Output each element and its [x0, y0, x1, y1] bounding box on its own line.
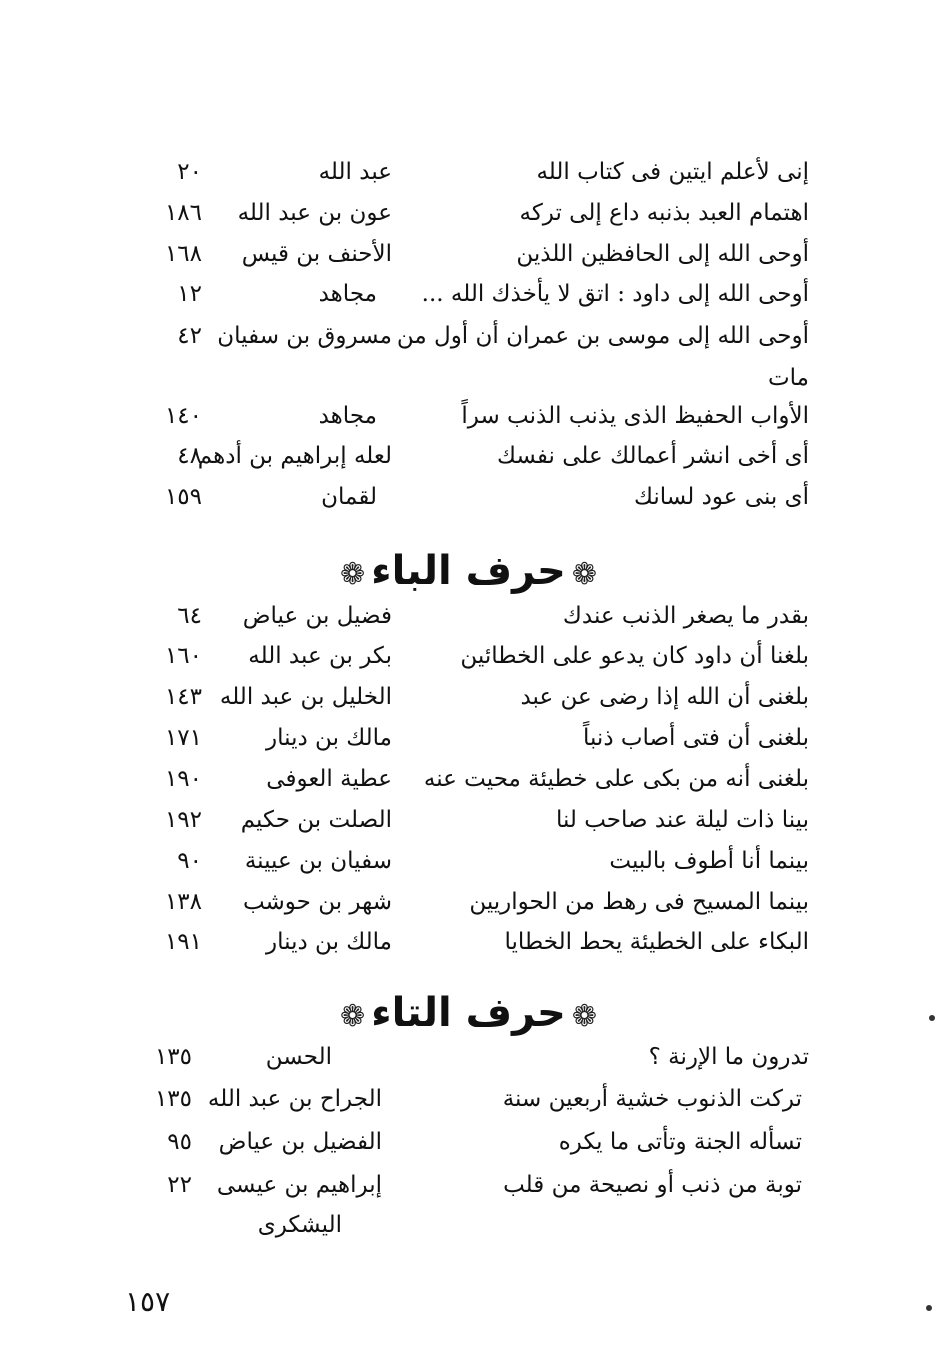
index-entry	[0, 1165, 937, 1205]
index-entry	[0, 677, 937, 717]
index-entry	[0, 841, 937, 881]
index-entry	[0, 436, 937, 476]
entry-page: ١٩١	[164, 929, 202, 955]
entry-narrator: الجراح بن عبد الله	[207, 1086, 382, 1112]
entry-narrator: شهر بن حوشب	[242, 889, 392, 915]
index-entry	[0, 718, 937, 758]
entry-page: ١٧١	[164, 725, 202, 751]
entry-phrase: تسأله الجنة وتأتى ما يكره	[558, 1129, 802, 1155]
index-entry	[0, 234, 937, 274]
page-number: ١٥٧	[125, 1285, 171, 1318]
entry-narrator: الصلت بن حكيم	[240, 807, 392, 833]
entry-page: ١٢	[177, 281, 202, 307]
entry-phrase: تركت الذنوب خشية أربعين سنة	[502, 1086, 802, 1112]
index-entry	[0, 193, 937, 233]
entry-page: ١٣٨	[164, 889, 202, 915]
entry-narrator: الخليل بن عبد الله	[219, 684, 392, 710]
entry-phrase: بلغنا أن داود كان يدعو على الخطائين	[460, 643, 809, 669]
entry-continuation: مات	[768, 365, 809, 391]
entry-phrase: الأواب الحفيظ الذى يذنب الذنب سراً	[461, 403, 809, 429]
entry-phrase: توبة من ذنب أو نصيحة من قلب	[503, 1172, 802, 1198]
entry-narrator: عطية العوفى	[266, 766, 392, 792]
entry-page: ١٩٢	[164, 807, 202, 833]
entry-narrator: مجاهد	[318, 281, 377, 307]
entry-continuation: اليشكرى	[257, 1212, 342, 1238]
entry-phrase: البكاء على الخطيئة يحط الخطايا	[504, 929, 809, 955]
heading-text: حرف التاء	[371, 990, 566, 1036]
entry-page: ٩٠	[177, 848, 202, 874]
entry-page: ٩٥	[167, 1129, 192, 1155]
entry-narrator: لقمان	[321, 484, 377, 510]
entry-narrator: عون بن عبد الله	[237, 200, 392, 226]
entry-phrase: أى أخى انشر أعمالك على نفسك	[497, 443, 809, 469]
entry-narrator: الأحنف بن قيس	[241, 241, 392, 267]
entry-phrase: بلغنى أن فتى أصاب ذنباً	[582, 725, 809, 751]
entry-narrator: لعله إبراهيم بن أدهم	[197, 443, 392, 469]
entry-page: ٢٢	[167, 1172, 192, 1198]
entry-narrator: فضيل بن عياض	[242, 603, 392, 629]
index-entry	[0, 316, 937, 356]
index-entry	[0, 477, 937, 517]
entry-page: ١٣٥	[154, 1086, 192, 1112]
entry-narrator: الحسن	[265, 1044, 332, 1070]
index-entry	[0, 1122, 937, 1162]
entry-phrase: أوحى الله إلى موسى بن عمران أن أول من	[396, 323, 809, 349]
entry-narrator: إبراهيم بن عيسى	[216, 1172, 382, 1198]
entry-page: ١٣٥	[154, 1044, 192, 1070]
section-heading-ta	[0, 990, 937, 1036]
index-entry	[0, 1037, 937, 1077]
entry-phrase: اهتمام العبد بذنبه داع إلى تركه	[519, 200, 809, 226]
entry-page: ٤٨	[177, 443, 202, 469]
entry-page: ١٤٠	[164, 403, 202, 429]
entry-phrase: بينما المسيح فى رهط من الحواريين	[469, 889, 809, 915]
entry-phrase: بينما أنا أطوف بالبيت	[609, 848, 809, 874]
ornament-icon: ❁	[340, 999, 366, 1034]
entry-page: ١٩٠	[164, 766, 202, 792]
ornament-icon: ❁	[340, 557, 366, 592]
entry-narrator: بكر بن عبد الله	[248, 643, 392, 669]
index-entry	[0, 152, 937, 192]
entry-narrator: سفيان بن عيينة	[244, 848, 392, 874]
entry-page: ٦٤	[177, 603, 202, 629]
entry-narrator: مالك بن دينار	[266, 929, 392, 955]
entry-narrator: مجاهد	[318, 403, 377, 429]
entry-page: ١٤٣	[164, 684, 202, 710]
entry-phrase: إنى لأعلم ايتين فى كتاب الله	[536, 159, 809, 185]
entry-narrator: عبد الله	[318, 159, 392, 185]
entry-phrase: أوحى الله إلى الحافظين اللذين	[516, 241, 809, 267]
index-entry	[0, 882, 937, 922]
index-entry	[0, 759, 937, 799]
ornament-icon: ❁	[571, 999, 597, 1034]
entry-phrase: بلغنى أن الله إذا رضى عن عبد	[520, 684, 809, 710]
entry-narrator: مالك بن دينار	[266, 725, 392, 751]
index-entry	[0, 1079, 937, 1119]
entry-page: ١٨٦	[164, 200, 202, 226]
index-entry	[0, 800, 937, 840]
index-entry	[0, 596, 937, 636]
index-entry	[0, 274, 937, 314]
entry-page: ١٦٠	[164, 643, 202, 669]
entry-phrase: أى بنى عود لسانك	[633, 484, 809, 510]
entry-phrase: بينا ذات ليلة عند صاحب لنا	[555, 807, 809, 833]
section-heading-ba	[0, 548, 937, 594]
index-entry	[0, 396, 937, 436]
entry-narrator: مسروق بن سفيان	[217, 323, 392, 349]
entry-page: ٤٢	[177, 323, 202, 349]
entry-page: ١٥٩	[164, 484, 202, 510]
entry-phrase: بقدر ما يصغر الذنب عندك	[562, 603, 809, 629]
entry-page: ١٦٨	[164, 241, 202, 267]
margin-dot	[926, 1305, 932, 1311]
entry-phrase: أوحى الله إلى داود : اتق لا يأخذك الله ...	[421, 281, 809, 307]
entry-page: ٢٠	[177, 159, 202, 185]
margin-dot	[929, 1015, 935, 1021]
entry-narrator: الفضيل بن عياض	[218, 1129, 382, 1155]
index-entry	[0, 922, 937, 962]
heading-text: حرف الباء	[371, 548, 566, 594]
entry-phrase: تدرون ما الإرنة ؟	[648, 1044, 809, 1070]
entry-phrase: بلغنى أنه من بكى على خطيئة محيت عنه	[423, 766, 809, 792]
ornament-icon: ❁	[571, 557, 597, 592]
index-entry	[0, 636, 937, 676]
